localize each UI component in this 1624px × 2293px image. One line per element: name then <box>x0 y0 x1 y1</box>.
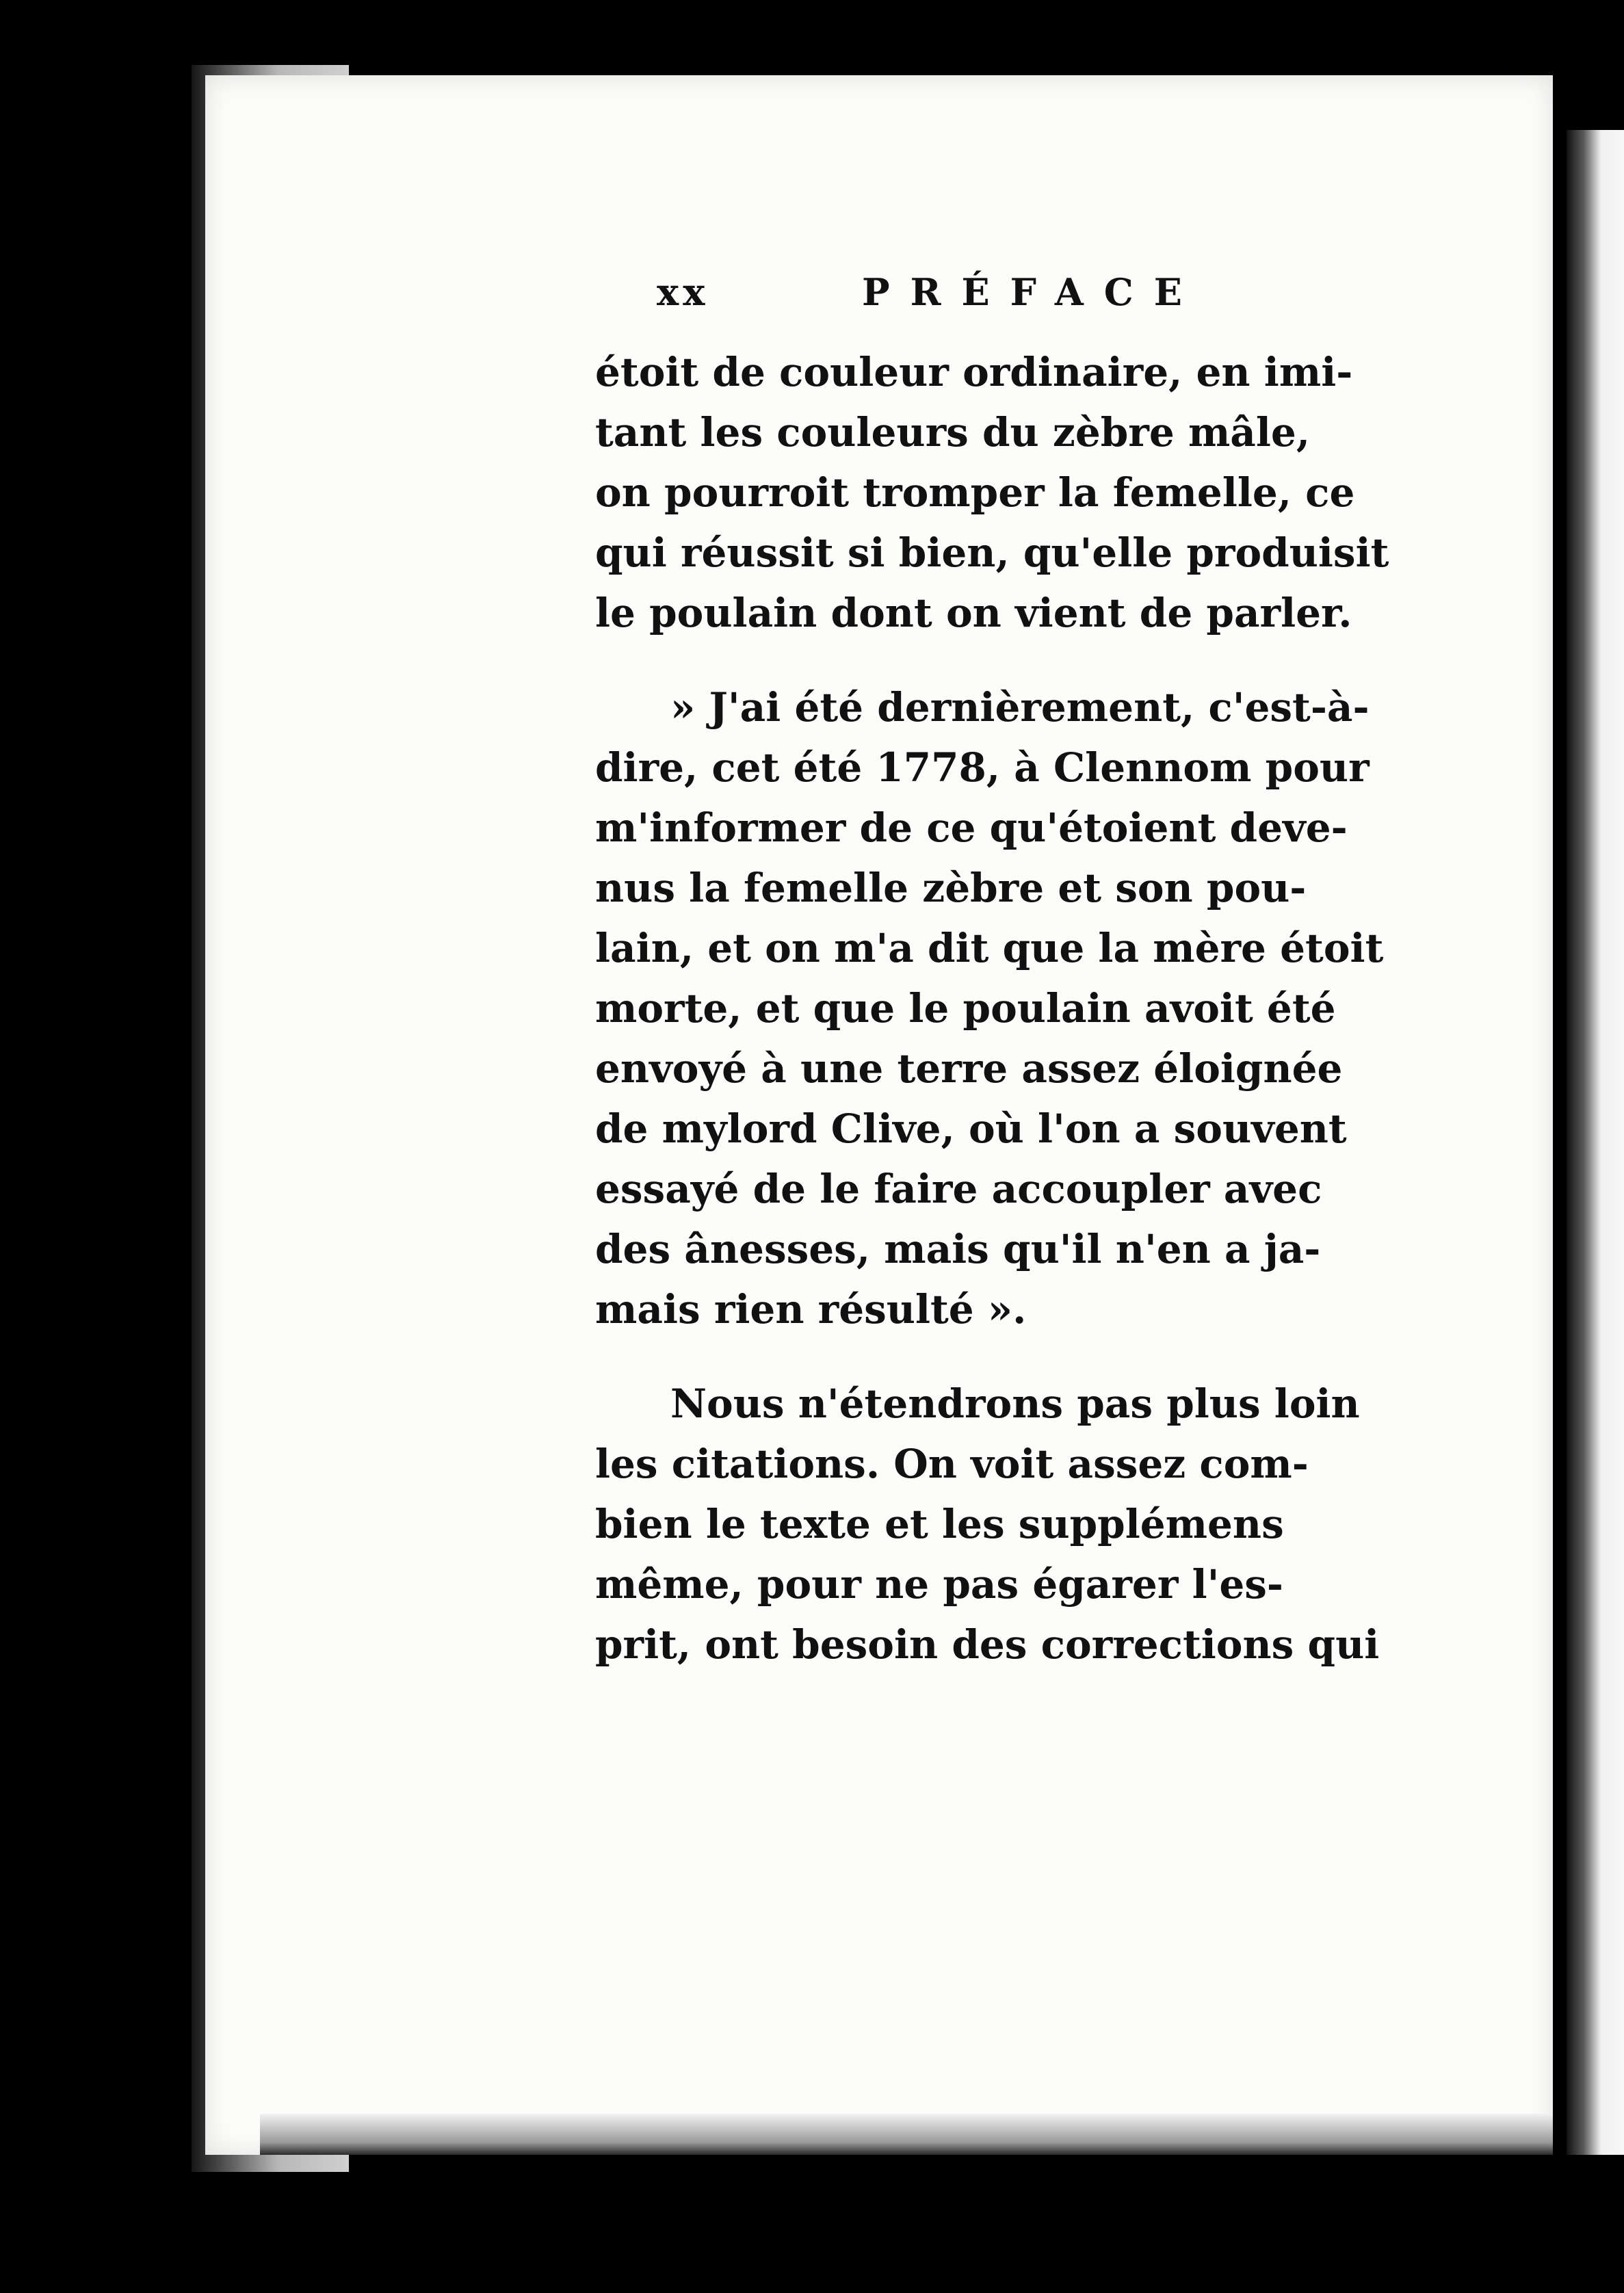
paragraph-3 <box>595 1374 1416 1675</box>
text-line: Nous n'étendrons pas plus loin <box>670 1380 1360 1427</box>
text-line: envoyé à une terre assez éloignée <box>595 1045 1343 1092</box>
text-line: de mylord Clive, où l'on a souvent <box>595 1105 1347 1152</box>
text-line: même, pour ne pas égarer l'es- <box>595 1561 1283 1608</box>
text-line: des ânesses, mais qu'il n'en a ja- <box>595 1226 1321 1272</box>
text-line: mais rien résulté ». <box>595 1286 1027 1333</box>
text-line: on pourroit tromper la femelle, ce <box>595 469 1355 516</box>
text-line: tant les couleurs du zèbre mâle, <box>595 409 1311 456</box>
page-bottom-edge <box>260 2114 1553 2155</box>
text-line: qui réussit si bien, qu'elle produisit <box>595 529 1389 576</box>
body-text <box>595 342 1416 1675</box>
text-line: étoit de couleur ordinaire, en imi- <box>595 349 1353 395</box>
paragraph-1 <box>595 342 1416 643</box>
running-title: PRÉFACE <box>862 270 1203 314</box>
text-line: le poulain dont on vient de parler. <box>595 590 1352 636</box>
text-line: morte, et que le poulain avoit été <box>595 985 1336 1032</box>
text-line: les citations. On voit assez com- <box>595 1441 1309 1487</box>
text-line: dire, cet été 1778, à Clennom pour <box>595 744 1370 791</box>
text-line: nus la femelle zèbre et son pou- <box>595 865 1307 911</box>
text-line: essayé de le faire accoupler avec <box>595 1166 1322 1212</box>
paragraph-2 <box>595 677 1416 1339</box>
text-line: lain, et on m'a dit que la mère étoit <box>595 925 1384 971</box>
text-line: » J'ai été dernièrement, c'est-à- <box>670 684 1370 731</box>
page-header <box>657 270 1245 325</box>
page-number: xx <box>657 270 709 314</box>
text-line: prit, ont besoin des corrections qui <box>595 1621 1380 1668</box>
text-line: m'informer de ce qu'étoient deve- <box>595 804 1348 851</box>
text-line: bien le texte et les supplémens <box>595 1501 1284 1547</box>
adjacent-page-edge <box>1567 130 1624 2155</box>
